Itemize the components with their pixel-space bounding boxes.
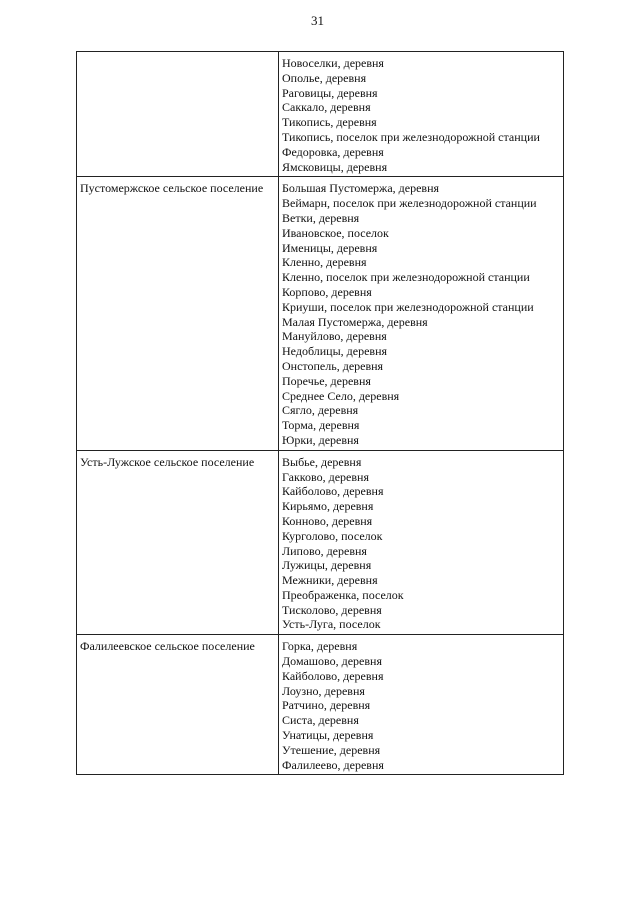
locality-list-cell: [279, 177, 564, 450]
locality-item: Поречье, деревня: [282, 373, 371, 388]
table-row: [77, 635, 564, 775]
locality-item: Лужицы, деревня: [282, 558, 372, 573]
locality-item: Фалилеево, деревня: [282, 757, 384, 772]
settlement-name-cell: Фалилеевское сельское поселение: [77, 635, 279, 775]
locality-item: Кайболово, деревня: [282, 484, 384, 499]
locality-item: Ратчино, деревня: [282, 698, 371, 713]
locality-item: Ополье, деревня: [282, 70, 367, 85]
locality-item: Малая Пустомержа, деревня: [282, 314, 428, 329]
locality-item: Межники, деревня: [282, 573, 378, 588]
locality-item: Мануйлово, деревня: [282, 329, 387, 344]
locality-item: Усть-Луга, поселок: [282, 617, 381, 632]
locality-item: Тикопись, поселок при железнодорожной станции: [282, 129, 540, 144]
locality-list-cell: [279, 52, 564, 177]
table-row: [77, 177, 564, 450]
locality-item: Корпово, деревня: [282, 284, 372, 299]
locality-item: Саккало, деревня: [282, 100, 371, 115]
locality-item: Утешение, деревня: [282, 742, 381, 757]
locality-item: Липово, деревня: [282, 543, 367, 558]
table-row: [77, 52, 564, 177]
locality-item: Новоселки, деревня: [282, 56, 384, 70]
locality-item: Гакково, деревня: [282, 469, 369, 484]
locality-item: Среднее Село, деревня: [282, 388, 400, 403]
locality-item: Федоровка, деревня: [282, 144, 384, 159]
locality-item: Недоблицы, деревня: [282, 344, 388, 359]
locality-item: Ветки, деревня: [282, 210, 360, 225]
page-number: 31: [311, 13, 324, 28]
locality-item: Тисколово, деревня: [282, 602, 382, 617]
locality-list-cell: [279, 635, 564, 775]
locality-item: Ямсковицы, деревня: [282, 159, 388, 174]
locality-item: Унатицы, деревня: [282, 728, 374, 743]
table-body: [77, 52, 564, 775]
locality-item: Торма, деревня: [282, 418, 360, 433]
locality-list-cell: [279, 450, 564, 635]
locality-item: Лоузно, деревня: [282, 683, 365, 698]
locality-item: Криуши, поселок при железнодорожной станции: [282, 299, 534, 314]
locality-item: Конново, деревня: [282, 513, 373, 528]
settlement-name-cell: Усть-Лужское сельское поселение: [77, 450, 279, 635]
settlement-name-cell: Пустомержское сельское поселение: [77, 177, 279, 450]
locality-item: Онстопель, деревня: [282, 358, 384, 373]
locality-item: Тикопись, деревня: [282, 115, 377, 130]
settlements-table: [76, 51, 564, 775]
locality-item: Кленно, поселок при железнодорожной станции: [282, 270, 530, 285]
locality-item: Именицы, деревня: [282, 240, 378, 255]
locality-item: Систа, деревня: [282, 713, 359, 728]
locality-item: Курголово, поселок: [282, 528, 383, 543]
settlement-name-cell: [77, 52, 279, 177]
locality-item: Раговицы, деревня: [282, 85, 378, 100]
locality-item: Горка, деревня: [282, 639, 358, 654]
locality-item: Сягло, деревня: [282, 403, 359, 418]
locality-item: Преображенка, поселок: [282, 587, 404, 602]
locality-item: Кайболово, деревня: [282, 668, 384, 683]
locality-item: Веймарн, поселок при железнодорожной станции: [282, 196, 537, 211]
locality-item: Домашово, деревня: [282, 654, 382, 669]
locality-item: Кирьямо, деревня: [282, 499, 374, 514]
locality-item: Выбье, деревня: [282, 454, 362, 469]
locality-item: Ивановское, поселок: [282, 225, 389, 240]
locality-item: Юрки, деревня: [282, 432, 359, 447]
table-row: [77, 450, 564, 635]
locality-item: Большая Пустомержа, деревня: [282, 181, 440, 196]
locality-item: Кленно, деревня: [282, 255, 367, 270]
